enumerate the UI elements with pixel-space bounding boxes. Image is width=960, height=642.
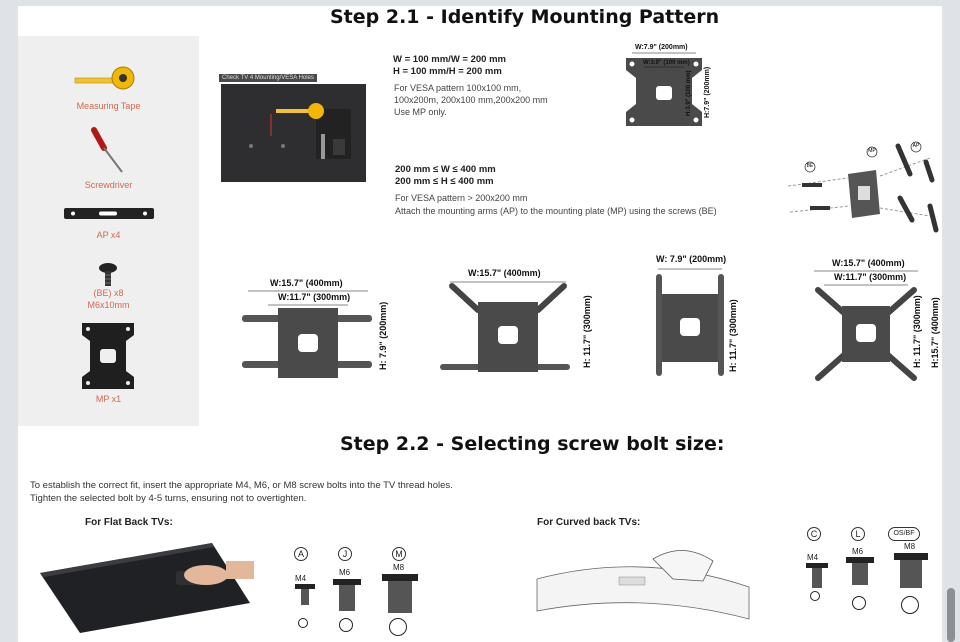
bolt-instruction-1: To establish the correct fit, insert the appropriate M4, M6, or M8 screw bolts into the TV thread holes. (30, 480, 453, 491)
config1-width-inner: W:11.7" (300mm) (278, 292, 351, 302)
mounting-arm-label: AP x4 (96, 230, 121, 240)
large-vesa-note-1: For VESA pattern > 200x200 mm (395, 193, 528, 203)
large-vesa-note-2: Attach the mounting arms (AP) to the mounting plate (MP) using the screws (BE) (395, 206, 717, 216)
screwdriver-icon (88, 126, 128, 176)
bolt-instruction-2: Tighten the selected bolt by 4-5 turns, ensuring not to overtighten. (30, 493, 307, 504)
bolt-os-bf-size: M8 (904, 542, 916, 551)
config4-height-inner: H: 11.7" (300mm) (912, 295, 922, 368)
exploded-mp-label: MP (868, 148, 876, 154)
measuring-tape-icon (73, 66, 143, 94)
screw-size-label: M6x10mm (87, 300, 130, 310)
bolt-m4-size: M4 (295, 574, 307, 583)
small-vesa-note-3: Use MP only. (394, 107, 447, 117)
parts-panel (18, 36, 199, 426)
config1-height: H: 7.9" (200mm) (378, 301, 388, 370)
bolt-l-letter: L (851, 527, 865, 541)
measuring-tape-label: Measuring Tape (76, 101, 141, 111)
bolt-c-size: M4 (807, 553, 819, 562)
bolt-m8-size: M8 (393, 563, 405, 572)
flat-back-label: For Flat Back TVs: (85, 517, 173, 528)
large-vesa-w: 200 mm ≤ W ≤ 400 mm (395, 164, 496, 175)
bolt-m6-icon (330, 577, 364, 617)
bolt-a-letter: A (294, 547, 308, 561)
config2-height: H: 11.7" (300mm) (582, 295, 592, 368)
mounting-plate-icon (78, 321, 138, 391)
bolt-c-letter: C (807, 527, 821, 541)
vertical-scrollbar[interactable] (942, 0, 960, 642)
curved-tv-image (533, 541, 753, 623)
screwdriver-label: Screwdriver (84, 180, 133, 190)
exploded-assembly-diagram (780, 134, 940, 240)
plate-width-100: W:3.9" (100 mm) (643, 60, 690, 66)
config-400x400 (808, 256, 923, 386)
bolt-os-bf-letter: OS/BF (888, 527, 920, 541)
screw-icon (94, 262, 122, 288)
tv-caption: Check TV 4 Mounting/VESA Holes (219, 74, 317, 82)
exploded-ap-label: AP (912, 143, 920, 149)
config4-width-inner: W:11.7" (300mm) (834, 272, 907, 282)
plate-height-200: H:7.9" (200mm) (704, 66, 711, 118)
mounting-plate-label: MP x1 (95, 394, 122, 404)
bolt-j-letter: J (338, 547, 352, 561)
exploded-be-label: BE (806, 163, 814, 169)
bolt-m4-icon (290, 582, 320, 616)
config4-width-outer: W:15.7" (400mm) (832, 258, 905, 268)
config3-width: W: 7.9" (200mm) (656, 254, 727, 264)
large-vesa-h: 200 mm ≤ H ≤ 400 mm (395, 176, 494, 187)
bolt-m8-icon (380, 572, 420, 618)
config-400x300 (438, 266, 578, 376)
small-vesa-h: H = 100 mm/H = 200 mm (393, 66, 502, 77)
config-400x200 (240, 276, 375, 381)
small-vesa-note-1: For VESA pattern 100x100 mm, (394, 83, 522, 93)
config1-width-outer: W:15.7" (400mm) (270, 278, 343, 288)
bolt-os-bf-icon (892, 551, 932, 597)
instruction-page (18, 6, 942, 642)
bolt-m4-hole-icon (298, 618, 308, 628)
step-2-2-title: Step 2.2 - Selecting screw bolt size: (340, 433, 725, 455)
plate-width-200: W:7.9" (200mm) (635, 44, 688, 51)
bolt-m8-hole-icon (389, 618, 407, 636)
curved-back-label: For Curved back TVs: (537, 517, 641, 528)
mounting-arm-icon (63, 206, 155, 222)
config4-height-outer: H:15.7" (400mm) (930, 297, 940, 368)
config3-height: H: 11.7" (300mm) (728, 299, 738, 372)
small-vesa-note-2: 100x200m, 200x100 mm,200x200 mm (394, 95, 548, 105)
bolt-os-bf-hole-icon (901, 596, 919, 614)
bolt-c-hole-icon (810, 591, 820, 601)
scrollbar-thumb[interactable] (947, 588, 955, 642)
bolt-m-letter: M (392, 547, 406, 561)
bolt-l-size: M6 (852, 547, 864, 556)
config2-width: W:15.7" (400mm) (468, 268, 541, 278)
plate-height-100: H:3.9" (100 mm) (686, 70, 692, 116)
screw-label: (BE) x8 (93, 288, 124, 298)
config-200x300 (650, 252, 730, 376)
small-vesa-w: W = 100 mm/W = 200 mm (393, 54, 506, 65)
tv-back-image (221, 84, 366, 182)
bolt-l-icon (844, 555, 878, 595)
bolt-m6-hole-icon (339, 618, 353, 632)
bolt-m6-size: M6 (339, 568, 351, 577)
step-2-1-title: Step 2.1 - Identify Mounting Pattern (330, 6, 720, 28)
flat-tv-image (36, 541, 256, 633)
bolt-l-hole-icon (852, 596, 866, 610)
bolt-c-icon (803, 561, 833, 595)
